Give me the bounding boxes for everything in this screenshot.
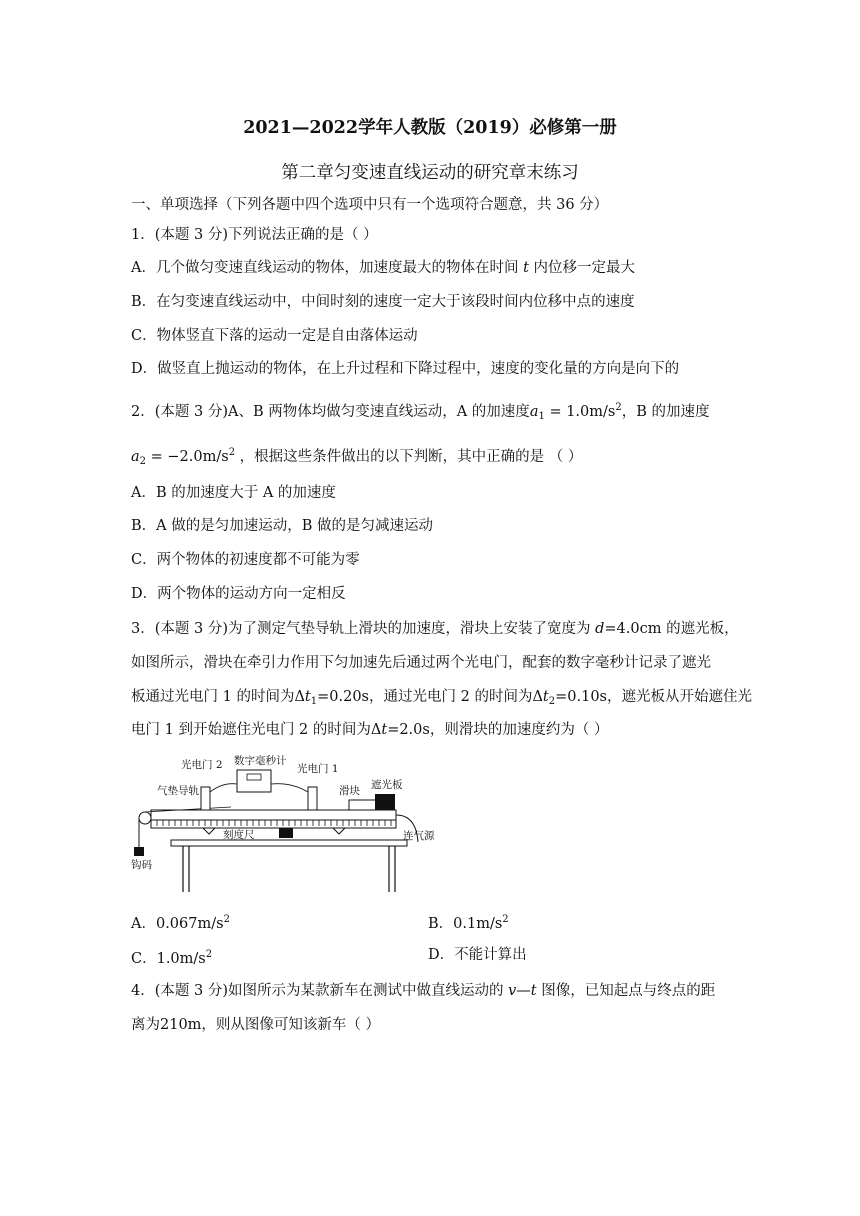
q2-a1-value: = 1.0m/s xyxy=(544,404,616,420)
q2-stem-line2 xyxy=(131,443,582,472)
q2-a1-formula xyxy=(530,404,622,420)
q3-l3-text: 板通过光电门 1 的时间为Δ xyxy=(131,689,305,705)
document-subtitle: 第二章匀变速直线运动的研究章末练习 xyxy=(281,163,579,183)
q1-option-c: C．物体竖直下落的运动一定是自由落体运动 xyxy=(131,328,418,344)
q2-option-b: B．A 做的是匀加速运动，B 做的是匀减速运动 xyxy=(131,518,433,534)
label-gate1: 光电门 1 xyxy=(297,763,339,775)
digital-timer xyxy=(237,770,271,792)
q2-stem-text-end: ，根据这些条件做出的以下判断，其中正确的是 （ ） xyxy=(235,449,583,465)
q3-t2-var: t xyxy=(542,689,549,705)
q3-option-a xyxy=(131,910,230,934)
q2-stem-line1 xyxy=(131,398,710,427)
wire-right xyxy=(271,784,308,792)
q1-option-a-var: t xyxy=(523,260,529,276)
air-track-figure xyxy=(131,752,461,897)
support-right xyxy=(333,828,345,834)
q2-a1-sub: 1 xyxy=(538,411,545,422)
q3-stem-line1 xyxy=(131,619,739,639)
q1-stem: 1．(本题 3 分)下列说法正确的是（ ） xyxy=(131,227,378,243)
q2-a1-var: a xyxy=(529,404,539,420)
q2-a2-sub: 2 xyxy=(139,456,147,467)
label-timer: 数字毫秒计 xyxy=(234,755,287,767)
q4-stem-text-end: 图像，已知起点与终点的距 xyxy=(536,983,716,999)
q2-a2-formula xyxy=(131,449,235,465)
q4-stem-line1 xyxy=(131,981,715,1001)
q3-t2-sub: 2 xyxy=(548,696,556,707)
label-shade: 遮光板 xyxy=(371,779,403,791)
q3-t-var: t xyxy=(381,722,388,738)
q3-option-c-sup: 2 xyxy=(205,949,213,960)
q2-stem-text-mid: ，B 的加速度 xyxy=(621,404,710,420)
q3-stem-text-end: =4.0cm 的遮光板， xyxy=(604,621,739,637)
label-ruler: 刻度尺 xyxy=(223,829,255,841)
label-rail: 气垫导轨 xyxy=(157,785,199,797)
q1-option-d: D．做竖直上抛运动的物体，在上升过程和下降过程中，速度的变化量的方向是向下的 xyxy=(131,361,680,377)
label-air: 连气源 xyxy=(403,830,435,842)
q3-option-c xyxy=(131,945,212,969)
q3-stem-text: 3．(本题 3 分)为了测定气垫导轨上滑块的加速度，滑块上安装了宽度为 xyxy=(131,621,596,637)
q3-t1-var: t xyxy=(304,689,311,705)
support-left xyxy=(203,828,215,834)
slider-block xyxy=(349,800,377,810)
q3-l4-text: 电门 1 到开始遮住光电门 2 的时间为Δ xyxy=(131,722,382,738)
q3-stem-line3 xyxy=(131,687,752,712)
q1-option-a xyxy=(131,258,635,278)
q2-option-a: A．B 的加速度大于 A 的加速度 xyxy=(131,485,336,501)
q3-option-b-text: B．0.1m/s xyxy=(428,916,503,932)
q3-option-b xyxy=(428,910,509,934)
table-top xyxy=(171,840,407,846)
section-heading: 一、单项选择（下列各题中四个选项中只有一个选项符合题意，共 36 分） xyxy=(131,197,609,213)
wire-left xyxy=(210,784,237,792)
q4-stem-text: 4．(本题 3 分)如图所示为某款新车在测试中做直线运动的 xyxy=(131,983,509,999)
label-slider: 滑块 xyxy=(339,785,360,797)
q3-l4-text-end: =2.0s，则滑块的加速度约为（ ） xyxy=(387,722,609,738)
photogate-1 xyxy=(308,787,317,810)
q2-a2-sup: 2 xyxy=(228,447,236,458)
q2-stem-text: 2．(本题 3 分)A、B 两物体均做匀变速直线运动，A 的加速度 xyxy=(131,404,530,420)
label-gate2: 光电门 2 xyxy=(181,759,223,771)
q2-a1-sup: 2 xyxy=(615,402,622,413)
pulley xyxy=(139,812,151,824)
q3-option-a-sup: 2 xyxy=(223,914,230,925)
ruler-strip xyxy=(151,820,396,828)
air-track-rail xyxy=(151,810,396,820)
q1-option-b: B．在匀变速直线运动中，中间时刻的速度一定大于该段时间内位移中点的速度 xyxy=(131,294,635,310)
photogate-2 xyxy=(201,787,210,810)
q3-l3-text-mid: =0.20s，通过光电门 2 的时间为Δ xyxy=(317,689,543,705)
q3-l3-text-end: =0.10s，遮光板从开始遮住光 xyxy=(555,689,752,705)
q2-a2-var: a xyxy=(131,449,140,465)
document-title: 2021—2022学年人教版（2019）必修第一册 xyxy=(243,118,617,138)
q2-a2-value: = −2.0m/s xyxy=(146,449,229,465)
q3-d-var: d xyxy=(595,621,605,637)
q1-option-a-text-end: 内位移一定最大 xyxy=(528,260,636,276)
hook-weight xyxy=(134,847,144,856)
q4-vt-var: v—t xyxy=(508,983,537,999)
support-center xyxy=(279,828,293,838)
q3-option-b-sup: 2 xyxy=(502,914,509,925)
shade-plate xyxy=(375,794,395,810)
q3-option-c-text: C．1.0m/s xyxy=(131,951,206,967)
q3-stem-line2: 如图所示，滑块在牵引力作用下匀加速先后通过两个光电门，配套的数字毫秒计记录了遮光 xyxy=(131,655,711,671)
q3-option-a-text: A．0.067m/s xyxy=(131,916,224,932)
q2-option-d: D．两个物体的运动方向一定相反 xyxy=(131,586,346,602)
q2-option-c: C．两个物体的初速度都不可能为零 xyxy=(131,552,360,568)
q3-t1-sub: 1 xyxy=(310,696,318,707)
q4-stem-line2: 离为210m，则从图像可知该新车（ ） xyxy=(131,1017,381,1033)
q3-stem-line4 xyxy=(131,720,608,740)
q3-option-d: D．不能计算出 xyxy=(428,947,527,963)
label-weight: 钩码 xyxy=(131,859,152,871)
q1-option-a-text: A．几个做匀变速直线运动的物体，加速度最大的物体在时间 xyxy=(131,260,524,276)
